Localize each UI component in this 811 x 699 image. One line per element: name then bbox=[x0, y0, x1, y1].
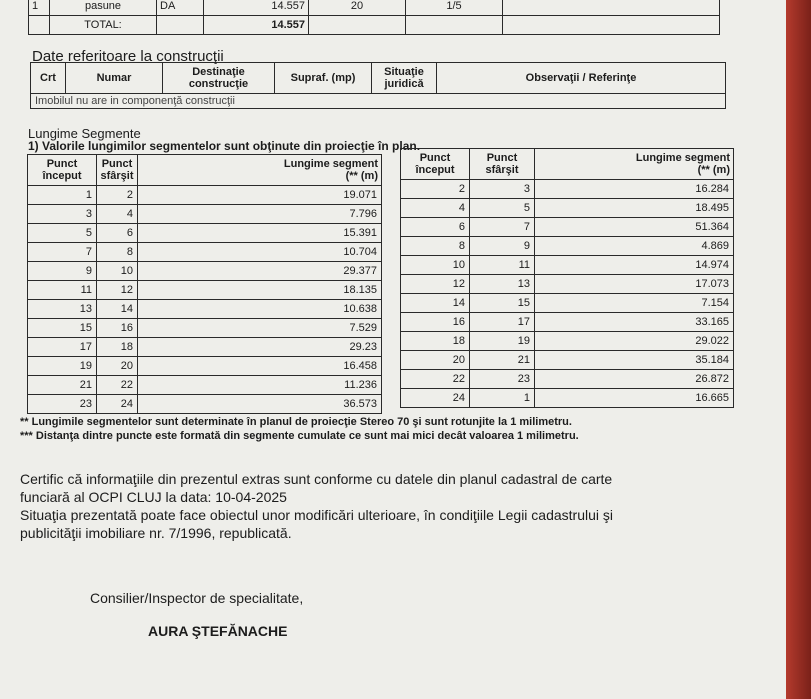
column-header-length bbox=[138, 155, 382, 186]
table-cell: 19 bbox=[28, 357, 97, 376]
table-cell: 10 bbox=[97, 262, 138, 281]
table-cell: 1/5 bbox=[406, 0, 503, 16]
table-row bbox=[28, 300, 382, 319]
table-cell: 7.529 bbox=[138, 319, 382, 338]
folder-edge bbox=[786, 0, 811, 699]
table-cell: 12 bbox=[97, 281, 138, 300]
table-cell: 29.377 bbox=[138, 262, 382, 281]
table-cell: 17 bbox=[470, 313, 535, 332]
table-cell: 1 bbox=[470, 389, 535, 408]
length-unit: (** (m) bbox=[345, 170, 378, 182]
table-cell: 11 bbox=[470, 256, 535, 275]
total-label: TOTAL: bbox=[50, 16, 157, 35]
table-header-row bbox=[401, 149, 734, 180]
column-header-end: Punct sfârşit bbox=[470, 149, 535, 180]
table-cell: 6 bbox=[97, 224, 138, 243]
table-cell: 7.154 bbox=[535, 294, 734, 313]
table-row bbox=[28, 319, 382, 338]
segments-left-body bbox=[28, 186, 382, 414]
table-cell: 4 bbox=[401, 199, 470, 218]
table-cell: 14 bbox=[401, 294, 470, 313]
segments-right-body bbox=[401, 180, 734, 408]
table-cell bbox=[29, 16, 50, 35]
length-label: Lungime segment bbox=[635, 152, 730, 164]
table-cell: 8 bbox=[401, 237, 470, 256]
no-constructions-note: Imobilul nu are in componenţă construcţii bbox=[31, 94, 726, 109]
table-cell: 23 bbox=[28, 395, 97, 414]
table-cell: 4.869 bbox=[535, 237, 734, 256]
table-header-row bbox=[28, 155, 382, 186]
table-row bbox=[28, 395, 382, 414]
total-value: 14.557 bbox=[204, 16, 309, 35]
length-unit: (** (m) bbox=[697, 164, 730, 176]
table-row bbox=[29, 0, 720, 16]
table-row bbox=[31, 94, 726, 109]
table-cell: 15.391 bbox=[138, 224, 382, 243]
table-cell: 4 bbox=[97, 205, 138, 224]
table-cell: 36.573 bbox=[138, 395, 382, 414]
table-cell: 13 bbox=[470, 275, 535, 294]
table-cell: 23 bbox=[470, 370, 535, 389]
table-cell: 13 bbox=[28, 300, 97, 319]
table-cell: 16 bbox=[97, 319, 138, 338]
table-cell: 2 bbox=[401, 180, 470, 199]
table-cell: 9 bbox=[470, 237, 535, 256]
table-cell: 5 bbox=[470, 199, 535, 218]
table-cell: 20 bbox=[97, 357, 138, 376]
table-row bbox=[28, 186, 382, 205]
table-row bbox=[401, 218, 734, 237]
table-cell: 18 bbox=[401, 332, 470, 351]
certification-line: funciară al OCPI CLUJ la data: 10-04-2025 bbox=[20, 489, 287, 505]
table-cell: 29.23 bbox=[138, 338, 382, 357]
certification-line: Situaţia prezentată poate face obiectul unor modificări ulterioare, în condiţiile Legii cadastrului şi bbox=[20, 507, 614, 523]
table-cell: 51.364 bbox=[535, 218, 734, 237]
table-cell: 12 bbox=[401, 275, 470, 294]
table-cell: 17.073 bbox=[535, 275, 734, 294]
table-row bbox=[28, 224, 382, 243]
table-row bbox=[401, 332, 734, 351]
table-cell: 14.974 bbox=[535, 256, 734, 275]
constructions-table bbox=[30, 62, 726, 109]
table-cell: 18 bbox=[97, 338, 138, 357]
table-cell: 22 bbox=[97, 376, 138, 395]
table-cell: 17 bbox=[28, 338, 97, 357]
table-cell: 10.638 bbox=[138, 300, 382, 319]
table-row bbox=[28, 262, 382, 281]
certification-line: Certific că informaţiile din prezentul extras sunt conforme cu datele din planul cadastral de carte bbox=[20, 471, 613, 487]
total-row bbox=[29, 16, 720, 35]
table-row bbox=[28, 376, 382, 395]
table-row bbox=[28, 338, 382, 357]
table-cell bbox=[503, 0, 720, 16]
table-row bbox=[401, 237, 734, 256]
footnote-rounding: ** Lungimile segmentelor sunt determinate în planul de proiecţie Stereo 70 şi sunt rotunjite la 1 milimetru. bbox=[20, 416, 572, 428]
table-row bbox=[28, 281, 382, 300]
table-cell: 14.557 bbox=[204, 0, 309, 16]
column-header: Situaţie juridică bbox=[372, 63, 437, 94]
table-cell bbox=[503, 16, 720, 35]
table-header-row bbox=[31, 63, 726, 94]
column-header: Crt bbox=[31, 63, 66, 94]
table-row bbox=[401, 199, 734, 218]
table-cell: 10 bbox=[401, 256, 470, 275]
table-cell: 7 bbox=[470, 218, 535, 237]
table-cell: 14 bbox=[97, 300, 138, 319]
segments-title: Lungime Segmente bbox=[28, 126, 141, 141]
parcel-table bbox=[28, 0, 720, 35]
table-cell: 21 bbox=[28, 376, 97, 395]
segments-table-right bbox=[400, 148, 734, 408]
table-cell: 16 bbox=[401, 313, 470, 332]
table-cell: 7 bbox=[28, 243, 97, 262]
table-cell: 15 bbox=[470, 294, 535, 313]
column-header: Numar bbox=[66, 63, 163, 94]
table-cell: 11 bbox=[28, 281, 97, 300]
table-cell: 11.236 bbox=[138, 376, 382, 395]
table-cell: 16.284 bbox=[535, 180, 734, 199]
table-cell: 18.495 bbox=[535, 199, 734, 218]
table-row bbox=[28, 357, 382, 376]
constructions-title: Date referitoare la construcţii bbox=[32, 48, 224, 65]
table-cell: 7.796 bbox=[138, 205, 382, 224]
table-cell: 18.135 bbox=[138, 281, 382, 300]
signer-name: AURA ŞTEFĂNACHE bbox=[148, 623, 288, 639]
table-cell: 10.704 bbox=[138, 243, 382, 262]
column-header-start: Punct început bbox=[28, 155, 97, 186]
column-header: Destinaţie construcţie bbox=[163, 63, 275, 94]
table-cell: 16.458 bbox=[138, 357, 382, 376]
table-cell bbox=[406, 16, 503, 35]
table-cell: 8 bbox=[97, 243, 138, 262]
footnote-distance: *** Distanţa dintre puncte este formată din segmente cumulate ce sunt mai mici decât valoarea 1 milimetru. bbox=[20, 430, 579, 442]
segments-subtitle: 1) Valorile lungimilor segmentelor sunt obţinute din proiecţie în plan. bbox=[28, 139, 421, 153]
table-cell: 24 bbox=[97, 395, 138, 414]
table-row bbox=[401, 370, 734, 389]
table-cell: 1 bbox=[28, 186, 97, 205]
table-cell: 29.022 bbox=[535, 332, 734, 351]
table-row bbox=[28, 205, 382, 224]
signer-role: Consilier/Inspector de specialitate, bbox=[90, 590, 304, 606]
table-row bbox=[401, 256, 734, 275]
table-row bbox=[401, 313, 734, 332]
column-header-end: Punct sfârşit bbox=[97, 155, 138, 186]
table-row bbox=[401, 275, 734, 294]
table-cell: 22 bbox=[401, 370, 470, 389]
table-row bbox=[401, 351, 734, 370]
table-cell: pasune bbox=[50, 0, 157, 16]
column-header-start: Punct început bbox=[401, 149, 470, 180]
length-label: Lungime segment bbox=[283, 158, 378, 170]
table-cell: 3 bbox=[470, 180, 535, 199]
table-cell: 26.872 bbox=[535, 370, 734, 389]
table-cell: 35.184 bbox=[535, 351, 734, 370]
table-cell bbox=[309, 16, 406, 35]
table-cell: 5 bbox=[28, 224, 97, 243]
table-cell: 33.165 bbox=[535, 313, 734, 332]
table-row bbox=[401, 294, 734, 313]
table-row bbox=[28, 243, 382, 262]
table-cell: 6 bbox=[401, 218, 470, 237]
table-cell: 24 bbox=[401, 389, 470, 408]
table-row bbox=[401, 389, 734, 408]
table-row bbox=[401, 180, 734, 199]
table-cell: DA bbox=[157, 0, 204, 16]
table-cell: 15 bbox=[28, 319, 97, 338]
segments-table-left bbox=[27, 154, 382, 414]
table-cell: 1 bbox=[29, 0, 50, 16]
table-cell: 16.665 bbox=[535, 389, 734, 408]
table-cell: 19.071 bbox=[138, 186, 382, 205]
column-header: Observaţii / Referinţe bbox=[437, 63, 726, 94]
table-cell: 20 bbox=[401, 351, 470, 370]
table-cell: 2 bbox=[97, 186, 138, 205]
table-cell bbox=[157, 16, 204, 35]
table-cell: 9 bbox=[28, 262, 97, 281]
column-header: Supraf. (mp) bbox=[275, 63, 372, 94]
table-cell: 20 bbox=[309, 0, 406, 16]
certification-text bbox=[20, 470, 790, 542]
table-cell: 21 bbox=[470, 351, 535, 370]
column-header-length bbox=[535, 149, 734, 180]
certification-line: publicităţii imobiliare nr. 7/1996, republicată. bbox=[20, 525, 292, 541]
table-cell: 19 bbox=[470, 332, 535, 351]
table-cell: 3 bbox=[28, 205, 97, 224]
